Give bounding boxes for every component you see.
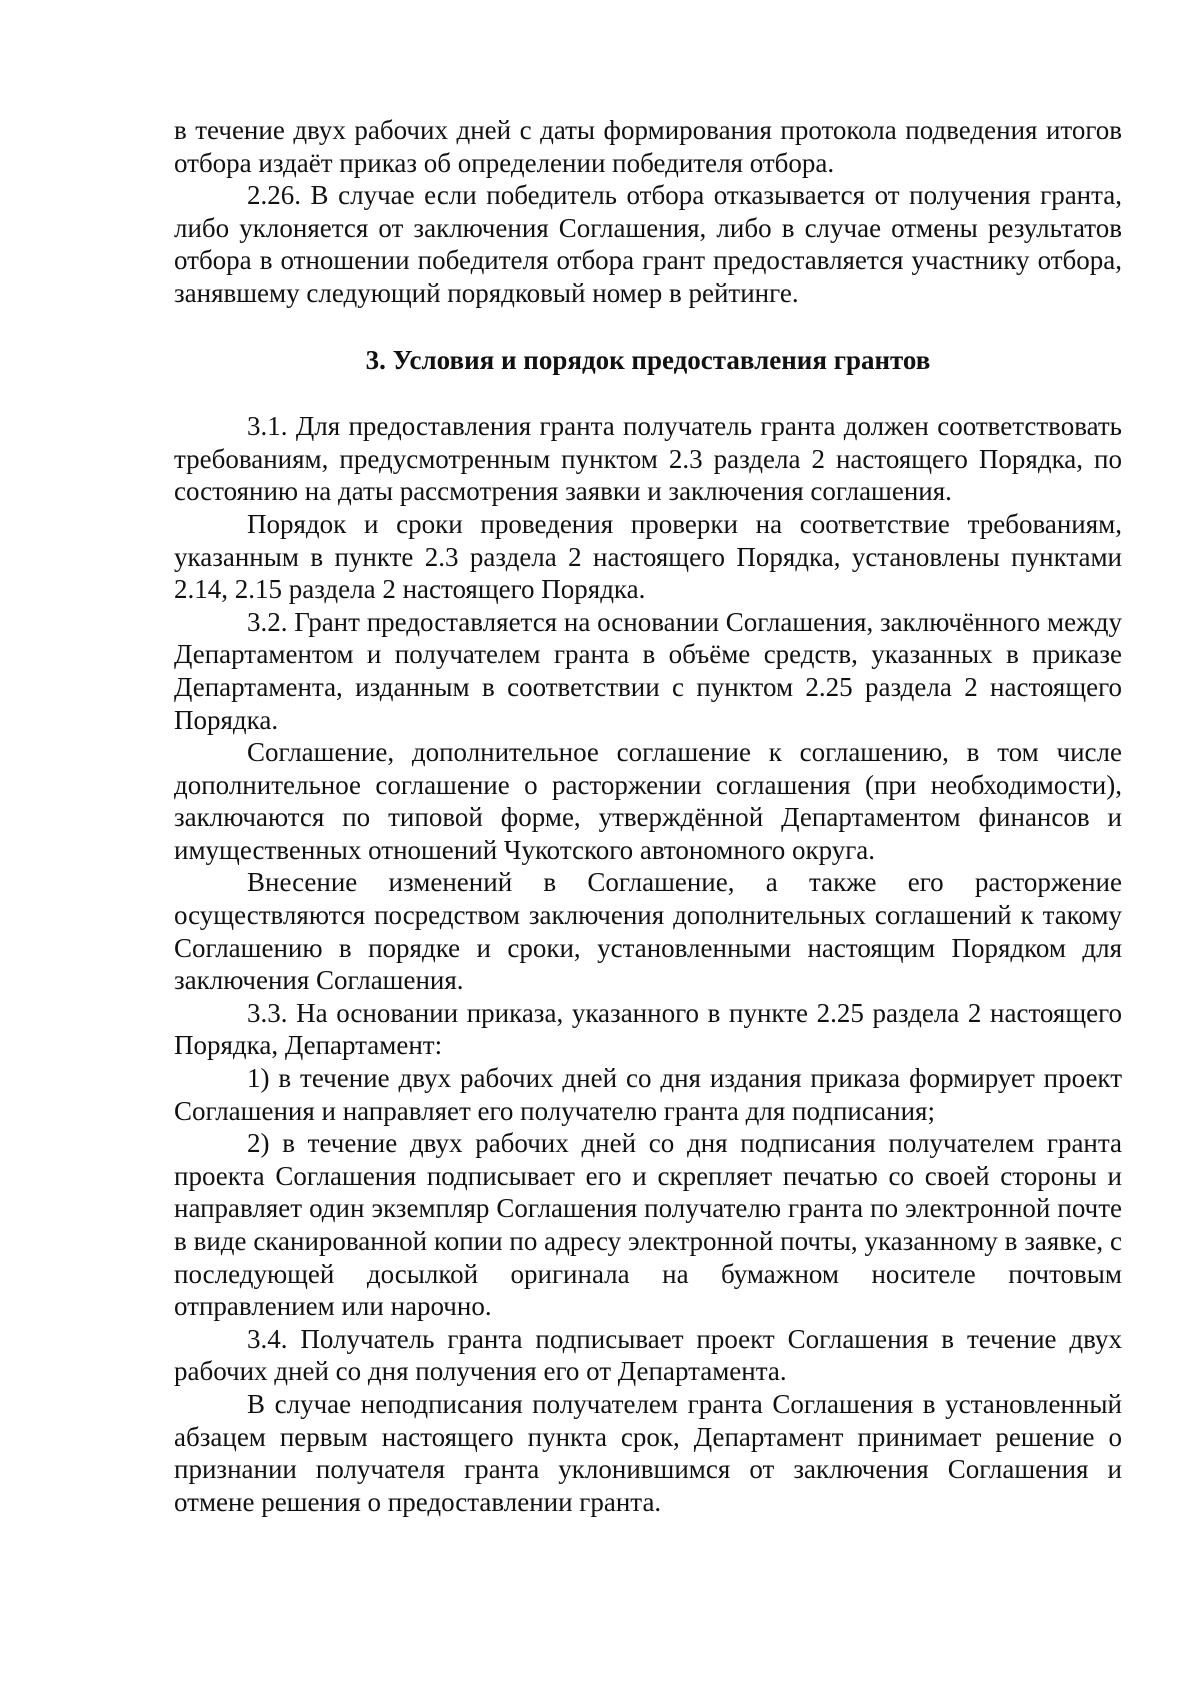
- paragraph-3-4: 3.4. Получатель гранта подписывает проект Соглашения в течение двух рабочих дней со дня получения его от Департамента.: [174, 1323, 1122, 1387]
- paragraph-check-procedure: Порядок и сроки проведения проверки на соответствие требованиям, указанным в пункте 2.3 раздела 2 настоящего Порядка, установлены пунктами 2.14, 2.15 раздела 2 настоящего Порядка.: [174, 508, 1122, 605]
- paragraph-3-1: 3.1. Для предоставления гранта получатель гранта должен соответствовать требованиям, предусмотренным пунктом 2.3 раздела 2 настоящего Порядка, по состоянию на даты рассмотрения заявки и заключения соглашения.: [174, 411, 1122, 507]
- paragraph-continuation: в течение двух рабочих дней с даты формирования протокола подведения итогов отбора издаёт приказ об определении победителя отбора.: [174, 115, 1122, 178]
- paragraph-3-4-refusal: В случае неподписания получателем гранта Соглашения в установленный абзацем первым настоящего пункта срок, Департамент принимает решение о признании получателя гранта уклонившимся от заключения Соглашения и отмене решения о предоставлении гранта.: [174, 1388, 1122, 1517]
- document-page: [174, 114, 1122, 1518]
- paragraph-agreement-changes: Внесение изменений в Соглашение, а также его расторжение осуществляются посредством заключения дополнительных соглашений к такому Соглашению в порядке и сроки, установленными настоящим Порядком для заключения Соглашения.: [174, 867, 1122, 996]
- paragraph-3-3-item-2: 2) в течение двух рабочих дней со дня подписания получателем гранта проекта Соглашения подписывает его и скрепляет печатью со своей стороны и направляет один экземпляр Соглашения получателю гранта по электронной почте в виде сканированной копии по адресу электронной почты, указанному в заявке, с последующей досылкой оригинала на бумажном носителе почтовым отправлением или нарочно.: [174, 1128, 1122, 1322]
- paragraph-2-26: 2.26. В случае если победитель отбора отказывается от получения гранта, либо уклоняется от заключения Соглашения, либо в случае отмены результатов отбора в отношении победителя отбора грант предоставляется участнику отбора, занявшему следующий порядковый номер в рейтинге.: [174, 180, 1122, 308]
- paragraph-agreement-form: Соглашение, дополнительное соглашение к соглашению, в том числе дополнительное соглашение о расторжении соглашения (при необходимости), заключаются по типовой форме, утверждённой Департаментом финансов и имущественных отношений Чукотского автономного округа.: [174, 737, 1122, 865]
- paragraph-3-3-item-1: 1) в течение двух рабочих дней со дня издания приказа формирует проект Соглашения и направляет его получателю гранта для подписания;: [174, 1063, 1122, 1126]
- paragraph-3-2: 3.2. Грант предоставляется на основании Соглашения, заключённого между Департаментом и получателем гранта в объёме средств, указанных в приказе Департамента, изданным в соответствии с пунктом 2.25 раздела 2 настоящего Порядка.: [174, 606, 1122, 735]
- paragraph-3-3: 3.3. На основании приказа, указанного в пункте 2.25 раздела 2 настоящего Порядка, Департамент:: [174, 997, 1122, 1061]
- section-title: 3. Условия и порядок предоставления грантов: [365, 344, 931, 375]
